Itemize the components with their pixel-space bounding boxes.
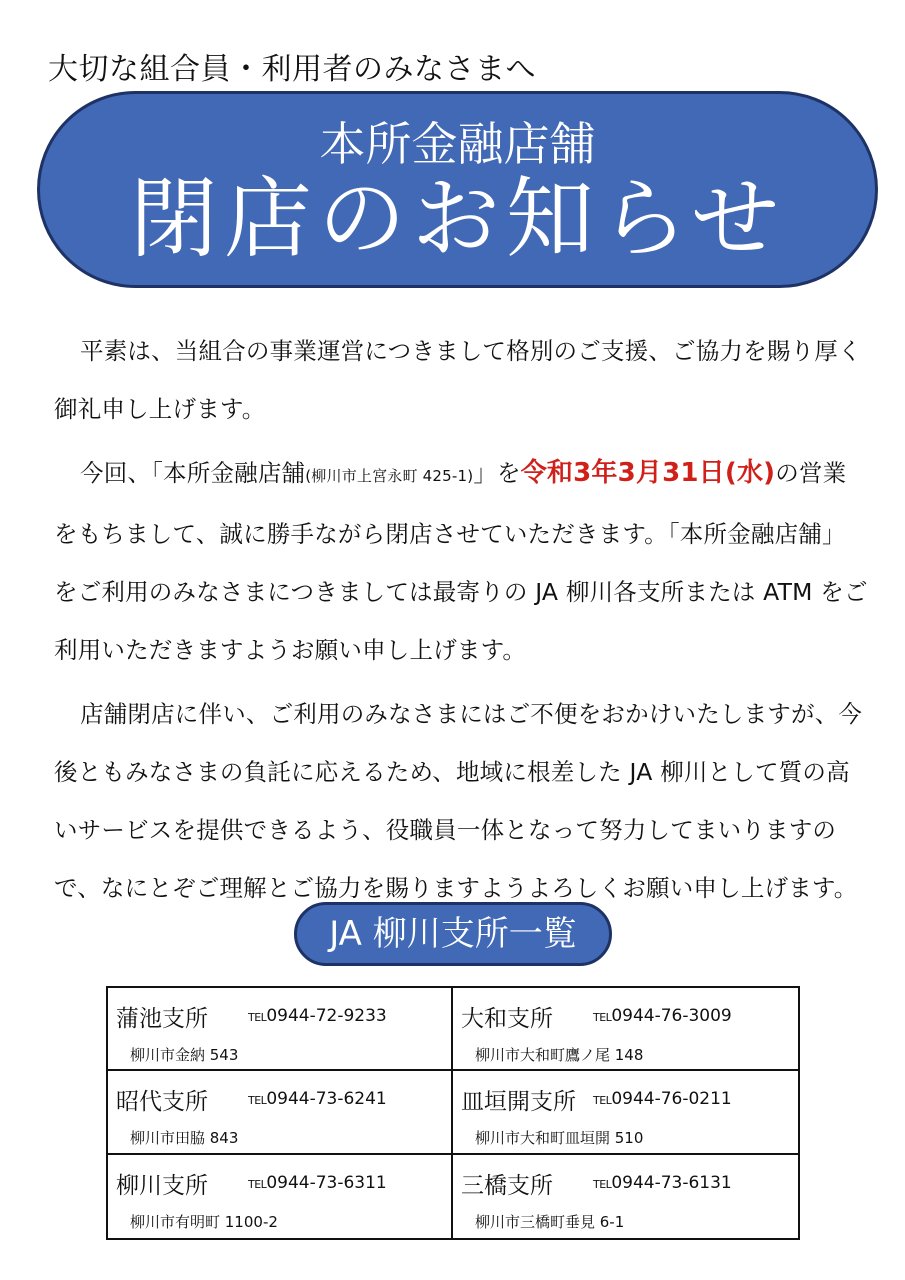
paragraph-3-text: 店舗閉店に伴い、ご利用のみなさまにはご不便をおかけいたしますが、今後ともみなさまの負託に応えるため、地域に根差した JA 柳川として質の高いサービスを提供できるよう、役職員一体となって努力してまいりますので、なにとぞご理解とご協力を賜りますようよろしくお願い申し上げます。	[54, 700, 863, 902]
branch-tel-number: 0944-73-6131	[611, 1172, 732, 1193]
branch-cell	[453, 1155, 798, 1238]
branch-address: 柳川市金納 543	[130, 1046, 239, 1064]
paragraph-2-mid: 」を	[473, 459, 521, 487]
closing-date: 令和3年3月31日(水)	[520, 458, 776, 488]
paragraph-3	[54, 685, 869, 917]
paragraph-2	[54, 444, 869, 679]
branch-tel-number: 0944-73-6311	[266, 1172, 387, 1193]
branch-tel	[593, 1173, 732, 1193]
paragraph-1	[54, 322, 869, 438]
branch-tel	[593, 1006, 732, 1026]
branch-tel	[248, 1006, 387, 1026]
branch-cell	[108, 1071, 453, 1154]
branch-name: 三橋支所	[461, 1172, 553, 1199]
branch-address: 柳川市三橋町垂見 6-1	[475, 1212, 625, 1231]
tel-mark: TEL	[248, 1094, 267, 1108]
tel-mark: TEL	[593, 1011, 612, 1024]
branch-name: 皿垣開支所	[461, 1089, 576, 1116]
branch-table	[106, 986, 800, 1240]
tel-mark: TEL	[248, 1011, 267, 1024]
notice-body	[54, 322, 869, 923]
banner-subtitle: 本所金融店舗	[319, 117, 596, 171]
branch-name: 蒲池支所	[116, 1006, 208, 1032]
branch-list-title: JA 柳川支所一覧	[294, 902, 612, 966]
branch-cell	[453, 1071, 798, 1154]
paragraph-2-lead: 今回、「本所金融店舗	[80, 459, 306, 487]
branch-name: 大和支所	[461, 1006, 553, 1032]
branch-address: 柳川市大和町皿垣開 510	[475, 1129, 644, 1148]
branch-tel	[593, 1089, 732, 1109]
branch-tel	[248, 1089, 387, 1109]
tel-mark: TEL	[248, 1177, 267, 1191]
branch-tel-number: 0944-76-3009	[611, 1006, 732, 1026]
greeting-heading: 大切な組合員・利用者のみなさまへ	[48, 52, 536, 87]
paragraph-1-text: 平素は、当組合の事業運営につきまして格別のご支援、ご協力を賜り厚く御礼申し上げます。	[54, 337, 862, 423]
tel-mark: TEL	[593, 1094, 612, 1108]
branch-name: 柳川支所	[116, 1172, 208, 1199]
branch-address: 柳川市大和町鷹ノ尾 148	[475, 1046, 644, 1064]
branch-cell	[453, 988, 798, 1071]
store-address: (柳川市上宮永町 425-1)	[305, 467, 474, 485]
branch-tel-number: 0944-76-0211	[611, 1089, 732, 1110]
branch-cell	[108, 1155, 453, 1238]
tel-mark: TEL	[593, 1177, 612, 1191]
branch-address: 柳川市有明町 1100-2	[130, 1212, 278, 1231]
banner-title: 閉店のお知らせ	[129, 167, 786, 270]
branch-cell	[108, 988, 453, 1071]
branch-name: 昭代支所	[116, 1089, 208, 1116]
branch-address: 柳川市田脇 843	[130, 1129, 239, 1148]
branch-tel	[248, 1173, 387, 1193]
branch-tel-number: 0944-72-9233	[266, 1006, 387, 1026]
branch-tel-number: 0944-73-6241	[266, 1089, 387, 1110]
paragraph-2-rest: の営業をもちまして、誠に勝手ながら閉店させていただきます。「本所金融店舗」をご利用のみなさまにつきましては最寄りの JA 柳川各支所または ATM をご利用いただきますようお願い申し上げます。	[54, 459, 868, 664]
title-banner	[37, 91, 878, 288]
